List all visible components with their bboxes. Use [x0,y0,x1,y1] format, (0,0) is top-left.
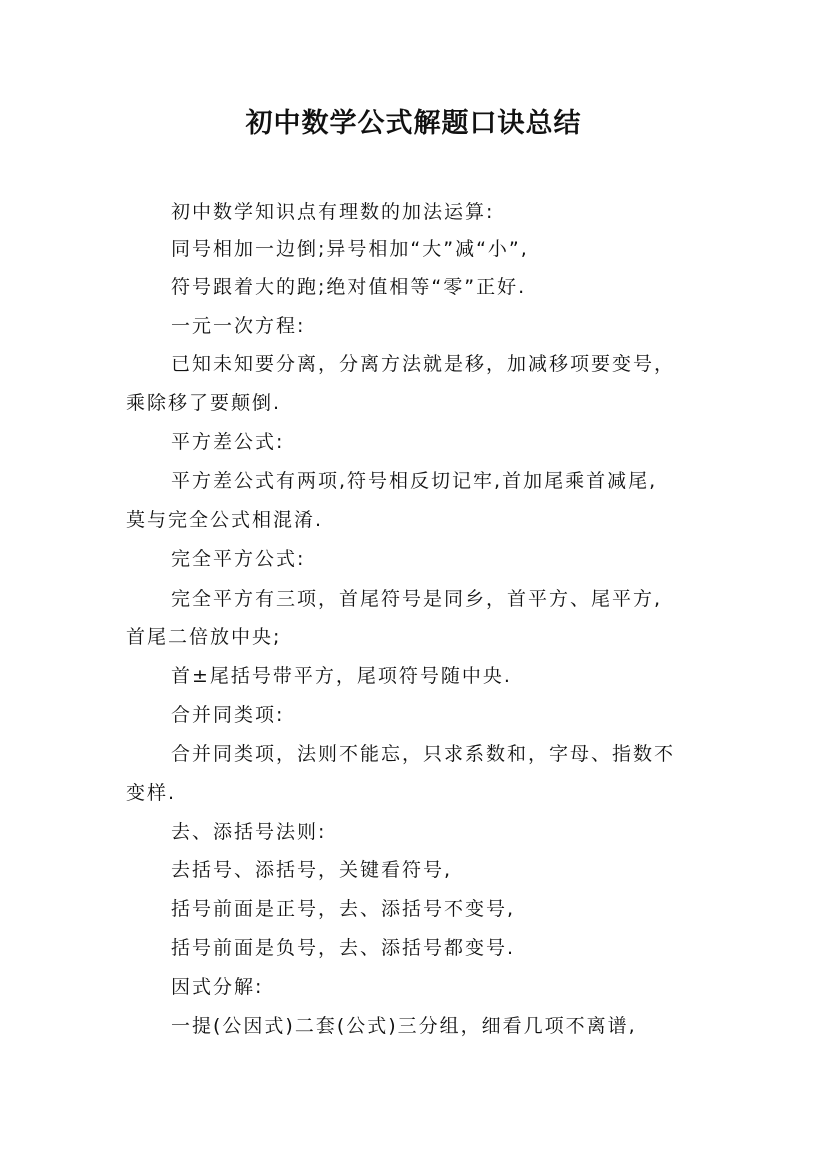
text-line: 一提(公因式)二套(公式)三分组，细看几项不离谱, [171,1015,637,1037]
text-line: 首±尾括号带平方，尾项符号随中央. [171,665,512,687]
section-heading: 平方差公式: [171,431,285,453]
text-line: 完全平方有三项，首尾符号是同乡，首平方、尾平方, [171,588,663,610]
text-line: 乘除移了要颠倒. [126,392,282,414]
document-title: 初中数学公式解题口诀总结 [245,108,582,139]
text-line: 平方差公式有两项,符号相反切记牢,首加尾乘首减尾, [171,470,658,492]
text-line: 莫与完全公式相混淆. [126,509,324,531]
text-line: 去括号、添括号，关键看符号, [171,859,453,881]
text-line: 初中数学知识点有理数的加法运算: [171,201,495,223]
text-line: 已知未知要分离，分离方法就是移，加减移项要变号， [171,353,676,375]
text-line: 括号前面是负号，去、添括号都变号. [171,937,516,959]
text-line: 同号相加一边倒;异号相加“大”减“小”, [171,238,529,260]
section-heading: 合并同类项: [171,704,285,726]
section-heading: 完全平方公式: [171,548,306,570]
section-heading: 一元一次方程: [171,315,306,337]
text-line: 变样. [126,782,177,804]
section-heading: 去、添括号法则: [171,821,327,843]
text-line: 合并同类项，法则不能忘，只求系数和，字母、指数不 [171,743,676,765]
text-line: 括号前面是正号，去、添括号不变号, [171,898,516,920]
text-line: 首尾二倍放中央; [126,626,282,648]
section-heading: 因式分解: [171,976,264,998]
text-line: 符号跟着大的跑;绝对值相等“零”正好. [171,276,527,298]
